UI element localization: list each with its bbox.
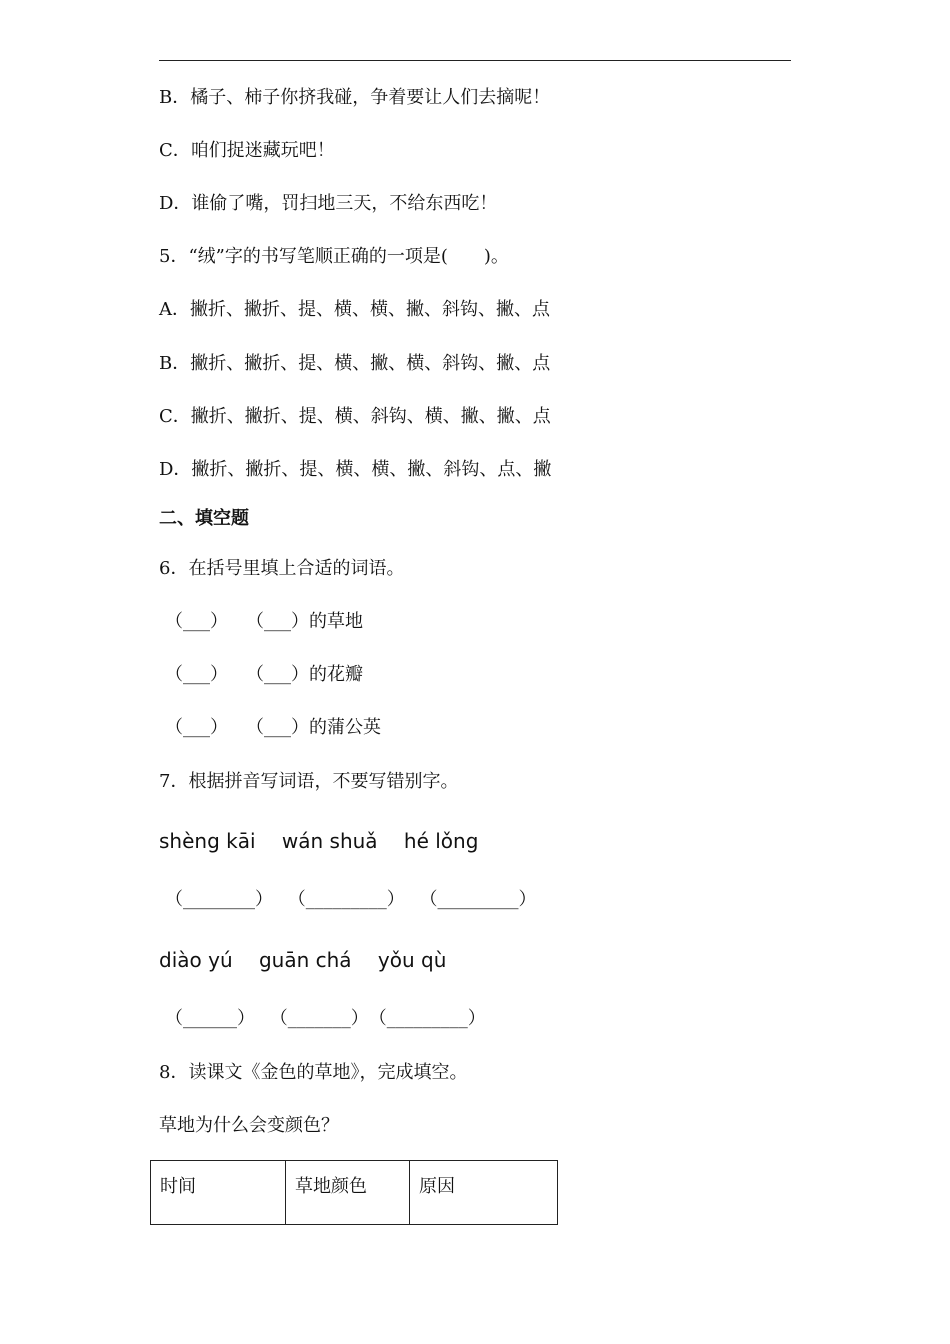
q4-option-c: C．咱们捉迷藏玩吧！ (159, 140, 335, 161)
q8-subquestion: 草地为什么会变颜色？ (159, 1115, 339, 1136)
section-title: 二、填空题 (159, 508, 249, 529)
q6-row: （___） （___）的草地 (165, 611, 363, 632)
q5-option-d: D．撇折、撇折、提、横、横、撇、斜钩、点、撇 (159, 459, 552, 480)
q7-blank-row: （________） （_________） （_________） (165, 889, 537, 910)
table-header-reason: 原因 (410, 1161, 558, 1225)
q4-option-d: D．谁偷了嘴，罚扫地三天，不给东西吃！ (159, 193, 498, 214)
q5-question: 5．“绒”字的书写笔顺正确的一项是( )。 (159, 246, 509, 267)
q6-question: 6．在括号里填上合适的词语。 (159, 558, 405, 579)
q6-row: （___） （___）的花瓣 (165, 664, 363, 685)
table-header-color: 草地颜色 (286, 1161, 410, 1225)
q6-row: （___） （___）的蒲公英 (165, 717, 381, 738)
q5-option-a: A．撇折、撇折、提、横、横、撇、斜钩、撇、点 (159, 299, 550, 320)
q7-blank-row: （______） （_______） （_________） (165, 1008, 486, 1029)
table-header-time: 时间 (151, 1161, 286, 1225)
q7-pinyin-row: shèng kāi wán shuǎ hé lǒng (159, 829, 479, 853)
q5-option-b: B．撇折、撇折、提、横、撇、横、斜钩、撇、点 (159, 353, 551, 374)
answer-table (150, 1160, 558, 1225)
q7-question: 7．根据拼音写词语，不要写错别字。 (159, 771, 459, 792)
table-row (151, 1161, 558, 1225)
q4-option-b: B．橘子、柿子你挤我碰，争着要让人们去摘呢！ (159, 87, 551, 108)
q8-question: 8．读课文《金色的草地》，完成填空。 (159, 1062, 468, 1083)
q7-pinyin-row: diào yú guān chá yǒu qù (159, 948, 447, 972)
q5-option-c: C．撇折、撇折、提、横、斜钩、横、撇、撇、点 (159, 406, 551, 427)
header-rule (159, 60, 791, 61)
